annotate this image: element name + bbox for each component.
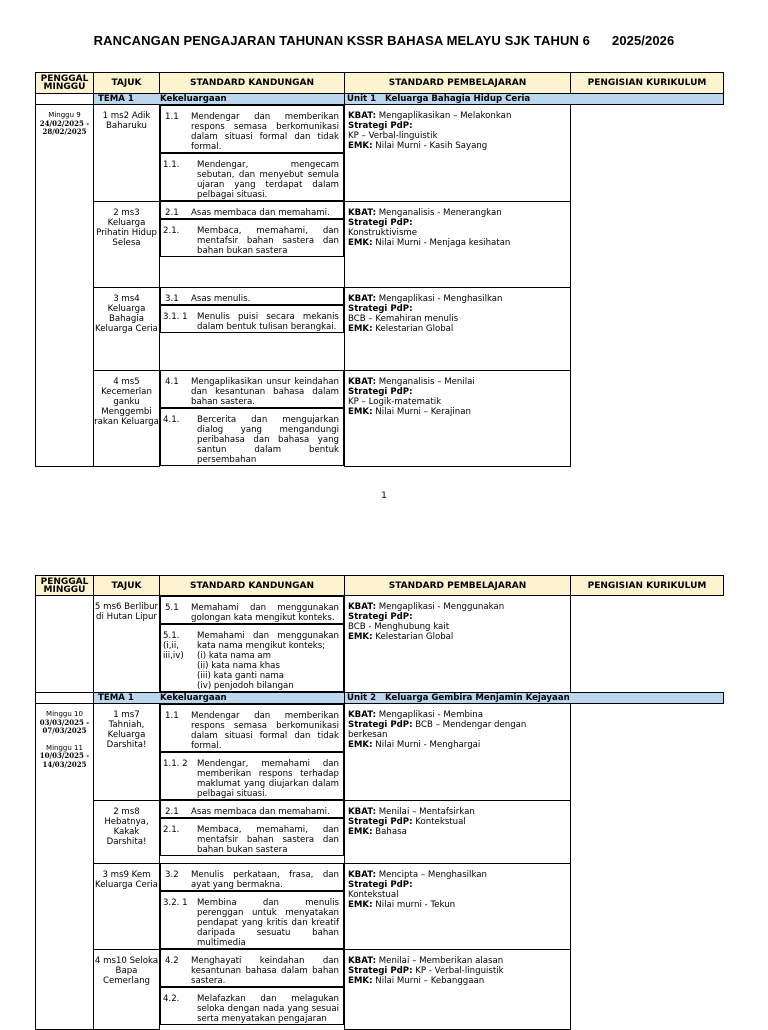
sk-number: 5.1 (165, 603, 179, 613)
sk-text: Menulis perkataan, frasa, dan ayat yang bermakna. (191, 870, 339, 890)
pk-line (348, 976, 566, 986)
pk-line (348, 710, 566, 720)
sp-text: Membaca, memahami, dan mentafsir bahan sastera dan bahan bukan sastera (197, 825, 339, 855)
sk-text: Mendengar dan memberikan respons semasa berkomunikasi dalam situasi formal dan tidak formal. (191, 711, 339, 751)
header-topic: TAJUK (94, 73, 160, 94)
standard-pembelajaran-cell (160, 219, 344, 257)
topic-cell: 3 ms4 Keluarga Bahagia Keluarga Ceria (94, 287, 160, 370)
sp-text-wrap (197, 825, 339, 855)
pk-line (348, 131, 566, 141)
standard-kandungan-cell (160, 949, 344, 987)
sk-number: 2.1 (165, 807, 179, 817)
topic-cell: 1 ms2 Adik Baharuku (94, 105, 160, 202)
standard-pembelajaran-cell (160, 408, 344, 466)
week-cell (36, 704, 94, 1030)
sp-list-item: (iv) penjodoh bilangan (197, 681, 294, 691)
pk-key: Strategi PdP: (348, 217, 413, 228)
sk-number: 1.1 (165, 112, 179, 122)
sp-number: 2.1. (163, 226, 180, 236)
topic-cell: 2 ms3 Keluarga Prihatin Hidup Selesa (94, 201, 160, 287)
pk-key: EMK: (348, 975, 373, 986)
unit-cell (345, 94, 724, 105)
week-label: Minggu 11 (46, 743, 83, 752)
pk-value: Mengaplikasi - Menggunakan (376, 602, 505, 612)
topic-cell: 3 ms9 Kem Keluarga Ceria (94, 863, 160, 949)
sk-number: 2.1 (165, 208, 179, 218)
pk-key: KBAT: (348, 207, 377, 218)
week-label: Minggu 10 (46, 710, 83, 718)
pengisian-kurikulum-cell (345, 596, 571, 693)
pk-value: Nilai Murni - Menghargai (372, 740, 481, 750)
week-cell-empty (36, 596, 94, 693)
pengisian-kurikulum-cell (345, 704, 571, 801)
pk-line (348, 807, 566, 817)
header-pk: PENGISIAN KURIKULUM (571, 73, 724, 94)
sk-text: Asas membaca dan memahami. (191, 208, 330, 218)
standard-kandungan-cell (160, 105, 344, 153)
pk-value: Mengaplikasi - Membina (376, 710, 484, 720)
table-row (36, 596, 724, 693)
lesson-plan-table-page1 (35, 72, 724, 467)
week-cell (36, 105, 94, 467)
pk-line (348, 827, 566, 837)
page-number: 1 (381, 491, 387, 501)
pk-line (348, 208, 566, 218)
sk-number: 4.2 (165, 956, 179, 966)
pk-line (348, 817, 566, 827)
sp-number: 3.2. 1 (163, 898, 188, 908)
pk-line (348, 407, 566, 417)
topic-cell: 4 ms5 Kecemerlan ganku Menggembi rakan Keluarga (94, 370, 160, 466)
standard-pembelajaran-cell (160, 818, 344, 856)
sk-text: Menghayati keindahan dan kesantunan bahasa dalam bahan sastera. (191, 956, 339, 986)
pk-line (348, 740, 566, 750)
standard-kandungan-cell (160, 863, 344, 891)
pk-value: Menganalisis – Menilai (376, 376, 475, 387)
sp-number: 4.1. (163, 415, 180, 425)
sk-number: 3.2 (165, 870, 179, 880)
pk-value: KP - Verbal-linguistik (412, 965, 504, 976)
sp-text: Bercerita dan mengujarkan dialog yang mengandungi peribahasa dan bahasa yang santun dalam bentuk persembahan (197, 415, 339, 465)
sp-list-item: (ii) kata nama khas (197, 661, 280, 671)
pengisian-kurikulum-cell (345, 863, 571, 949)
header-sk: STANDARD KANDUNGAN (160, 73, 345, 94)
header-topic: TAJUK (94, 576, 160, 596)
sp-text-wrap (197, 898, 339, 948)
sk-text: Mengaplikasikan unsur keindahan dan kesantunan bahasa dalam bahan sastera. (191, 377, 339, 407)
unit-name: Keluarga Bahagia Hidup Ceria (385, 94, 531, 104)
sk-number: 1.1 (165, 711, 179, 721)
pk-key: Strategi PdP: (348, 965, 413, 976)
pk-line (348, 870, 566, 880)
sp-number: 1.1. (163, 160, 180, 170)
pk-key: EMK: (348, 740, 373, 750)
pengisian-kurikulum-cell (345, 949, 571, 1029)
pk-key: KBAT: (348, 376, 377, 387)
pengisian-kurikulum-cell (345, 287, 571, 370)
topic-cell: 2 ms8 Hebatnya, Kakak Darshita! (94, 800, 160, 863)
sk-text: Asas membaca dan memahami. (191, 807, 330, 817)
sp-text-wrap (197, 312, 339, 332)
unit-cell (345, 693, 724, 704)
pk-key: EMK: (348, 141, 373, 151)
pk-value: Kontekstual (348, 889, 399, 900)
sp-text: Mendengar, memahami dan memberikan respons terhadap maklumat yang diujarkan dalam pelbagai situasi. (197, 759, 339, 799)
pengisian-kurikulum-cell (345, 800, 571, 863)
pk-key: EMK: (348, 237, 373, 248)
table-row (36, 287, 724, 370)
pk-line (348, 966, 566, 976)
topic-cell: 4 ms10 Seloka Bapa Cemerlang (94, 949, 160, 1029)
pk-key: KBAT: (348, 602, 377, 612)
unit-label: Unit 2 (347, 693, 377, 703)
pk-value: Mencipta – Menghasilkan (376, 869, 487, 880)
pk-line (348, 304, 566, 314)
lesson-plan-table-page2 (35, 575, 724, 1030)
sp-text-wrap (197, 415, 339, 465)
theme-cell (94, 693, 345, 704)
pk-line (348, 632, 566, 642)
sp-text-wrap (197, 759, 339, 799)
title-main: RANCANGAN PENGAJARAN TAHUNAN KSSR BAHASA MELAYU SJK TAHUN 6 (93, 33, 590, 48)
standard-kandungan-cell (160, 201, 344, 219)
document-title (0, 33, 768, 48)
sp-list-item: (i) kata nama am (197, 651, 272, 661)
sk-number: 4.1 (165, 377, 179, 387)
pk-value: Menganalisis - Menerangkan (376, 207, 502, 218)
theme-name: Kekeluargaan (160, 693, 227, 703)
table-row (36, 201, 724, 287)
pk-line (348, 387, 566, 397)
pk-key: EMK: (348, 406, 373, 417)
pk-line (348, 956, 566, 966)
pk-key: KBAT: (348, 710, 377, 720)
sp-text: Mendengar, mengecam sebutan, dan menyebut semula ujaran yang terdapat dalam pelbagai situasi. (197, 160, 339, 200)
pk-value: Kontekstual (412, 816, 466, 827)
pk-key: KBAT: (348, 806, 377, 817)
theme-row (36, 94, 724, 105)
pk-value: Menilai – Mentafsirkan (376, 806, 475, 817)
table-row (36, 105, 724, 202)
pk-line (348, 880, 566, 890)
pk-line (348, 324, 566, 334)
pk-line (348, 622, 566, 632)
sk-text: Mendengar dan memberikan respons semasa berkomunikasi dalam situasi formal dan tidak formal. (191, 112, 339, 152)
pk-key: KBAT: (348, 111, 377, 121)
pk-line (348, 121, 566, 131)
standard-pembelajaran-cell (160, 153, 344, 201)
topic-cell: 1 ms7 Tahniah, Keluarga Darshita! (94, 704, 160, 801)
pengisian-kurikulum-cell (345, 105, 571, 202)
theme-cell (94, 94, 345, 105)
table-row (36, 863, 724, 949)
table-row (36, 370, 724, 466)
sp-number: 3.1. 1 (163, 312, 188, 322)
sk-text: Asas menulis. (191, 294, 251, 304)
pk-key: EMK: (348, 632, 373, 642)
sp-number: 2.1. (163, 825, 180, 835)
theme-week-cell (36, 693, 94, 704)
pk-line (348, 602, 566, 612)
header-sp: STANDARD PEMBELAJARAN (345, 73, 571, 94)
sp-text-wrap (197, 631, 339, 691)
topic-cell: 5 ms6 Berlibur di Hutan Lipur (94, 596, 160, 693)
pk-value: KP – Logik-matematik (348, 396, 442, 407)
header-pk: PENGISIAN KURIKULUM (571, 576, 724, 596)
pk-value: Mengaplikasi - Menghasilkan (376, 293, 503, 304)
standard-pembelajaran-cell (160, 987, 344, 1025)
pk-line (348, 720, 566, 740)
standard-pembelajaran-cell (160, 624, 344, 692)
pk-line (348, 900, 566, 910)
pk-line (348, 228, 566, 238)
pengisian-kurikulum-cell (345, 201, 571, 287)
sk-text: Memahami dan menggunakan golongan kata mengikut konteks. (191, 603, 339, 623)
theme-name: Kekeluargaan (160, 94, 227, 104)
pk-value: Kelestarian Global (372, 632, 454, 642)
standard-kandungan-cell (160, 287, 344, 305)
week-label: Minggu 9 (48, 111, 81, 119)
table-row (36, 704, 724, 801)
sp-text: Membaca, memahami, dan mentafsir bahan sastera dan bahan bukan sastera (197, 226, 339, 256)
pk-value: BCB – Mendengar dengan berkesan (348, 720, 527, 740)
pk-value: Konstruktivisme (348, 227, 418, 238)
sp-text: Membina dan menulis perenggan untuk menyatakan pendapat yang kritis dan kreatif daripada sesuatu bahan multimedia (197, 898, 339, 948)
pk-key: Strategi PdP: (348, 879, 413, 890)
pk-line (348, 612, 566, 622)
pk-key: KBAT: (348, 955, 377, 966)
pk-line (348, 377, 566, 387)
standard-kandungan-cell (160, 596, 344, 624)
theme-week-cell (36, 94, 94, 105)
sp-text-wrap (197, 226, 339, 256)
pk-line (348, 397, 566, 407)
sp-number: 4.2. (163, 994, 180, 1004)
pk-value: KP – Verbal-linguistik (348, 131, 438, 141)
sp-number: 1.1. 2 (163, 759, 188, 769)
title-year: 2025/2026 (611, 33, 675, 48)
pk-value: Nilai Murni - Kasih Sayang (372, 141, 488, 151)
standard-kandungan-cell (160, 370, 344, 408)
pk-value: Bahasa (372, 826, 407, 837)
table-row (36, 949, 724, 1029)
theme-row (36, 693, 724, 704)
pk-value: Nilai murni - Tekun (372, 899, 456, 910)
pk-line (348, 141, 566, 151)
unit-label: Unit 1 (347, 94, 377, 104)
pk-line (348, 890, 566, 900)
sp-text-wrap (197, 994, 339, 1024)
pk-key: Strategi PdP: (348, 816, 413, 827)
sp-text: Melafazkan dan melagukan seloka dengan nada yang sesuai serta menyatakan pengajaran (197, 994, 339, 1024)
standard-kandungan-cell (160, 704, 344, 752)
header-week: PENGGAL MINGGU (36, 73, 94, 94)
pk-key: EMK: (348, 899, 373, 910)
pk-value: Menilai – Memberikan alasan (376, 955, 504, 966)
header-sk: STANDARD KANDUNGAN (160, 576, 345, 596)
header-sp: STANDARD PEMBELAJARAN (345, 576, 571, 596)
pk-key: Strategi PdP: (348, 386, 413, 397)
pk-key: EMK: (348, 826, 373, 837)
unit-name: Keluarga Gembira Menjamin Kejayaan (385, 693, 570, 703)
pk-line (348, 238, 566, 248)
pk-key: Strategi PdP: (348, 121, 413, 131)
pk-value: BCB – Kemahiran menulis (348, 313, 459, 324)
pk-line (348, 218, 566, 228)
standard-pembelajaran-cell (160, 891, 344, 949)
theme-label: TEMA 1 (98, 94, 134, 104)
sk-number: 3.1 (165, 294, 179, 304)
pk-line (348, 294, 566, 304)
pk-key: KBAT: (348, 293, 377, 304)
week-dates: 24/02/2025 - 28/02/2025 (39, 118, 90, 136)
week-dates: 03/03/2025 - 07/03/2025 (39, 717, 90, 735)
standard-pembelajaran-cell (160, 752, 344, 800)
theme-label: TEMA 1 (98, 693, 134, 703)
sp-text-wrap (197, 160, 339, 200)
standard-kandungan-cell (160, 800, 344, 818)
pk-key: KBAT: (348, 869, 377, 880)
pk-value: Mengaplikasikan – Melakonkan (376, 111, 512, 121)
pk-value: Kelestarian Global (372, 323, 454, 334)
sp-text: Menulis puisi secara mekanis dalam bentuk tulisan berangkai. (197, 312, 339, 332)
pk-key: Strategi PdP: (348, 720, 413, 730)
standard-pembelajaran-cell (160, 305, 344, 333)
pk-key: Strategi PdP: (348, 612, 413, 622)
sp-list-item: (iii) kata ganti nama (197, 671, 285, 681)
pk-key: Strategi PdP: (348, 303, 413, 314)
week-dates: 10/03/2025 - 14/03/2025 (39, 751, 90, 769)
pk-key: EMK: (348, 323, 373, 334)
header-week: PENGGAL MINGGU (36, 576, 94, 596)
pk-line (348, 314, 566, 324)
pengisian-kurikulum-cell (345, 370, 571, 466)
sp-text: Memahami dan menggunakan kata nama mengikut konteks; (197, 631, 339, 651)
sp-number: 5.1. (i,ii, iii,iv) (163, 631, 184, 661)
table-row (36, 800, 724, 863)
pk-value: Nilai Murni – Kerajinan (372, 406, 471, 417)
pk-line (348, 111, 566, 121)
pk-value: Nilai Murni – Kebanggaan (372, 975, 485, 986)
pk-value: Nilai Murni - Menjaga kesihatan (372, 237, 511, 248)
pk-value: BCB - Menghubung kait (348, 622, 450, 632)
